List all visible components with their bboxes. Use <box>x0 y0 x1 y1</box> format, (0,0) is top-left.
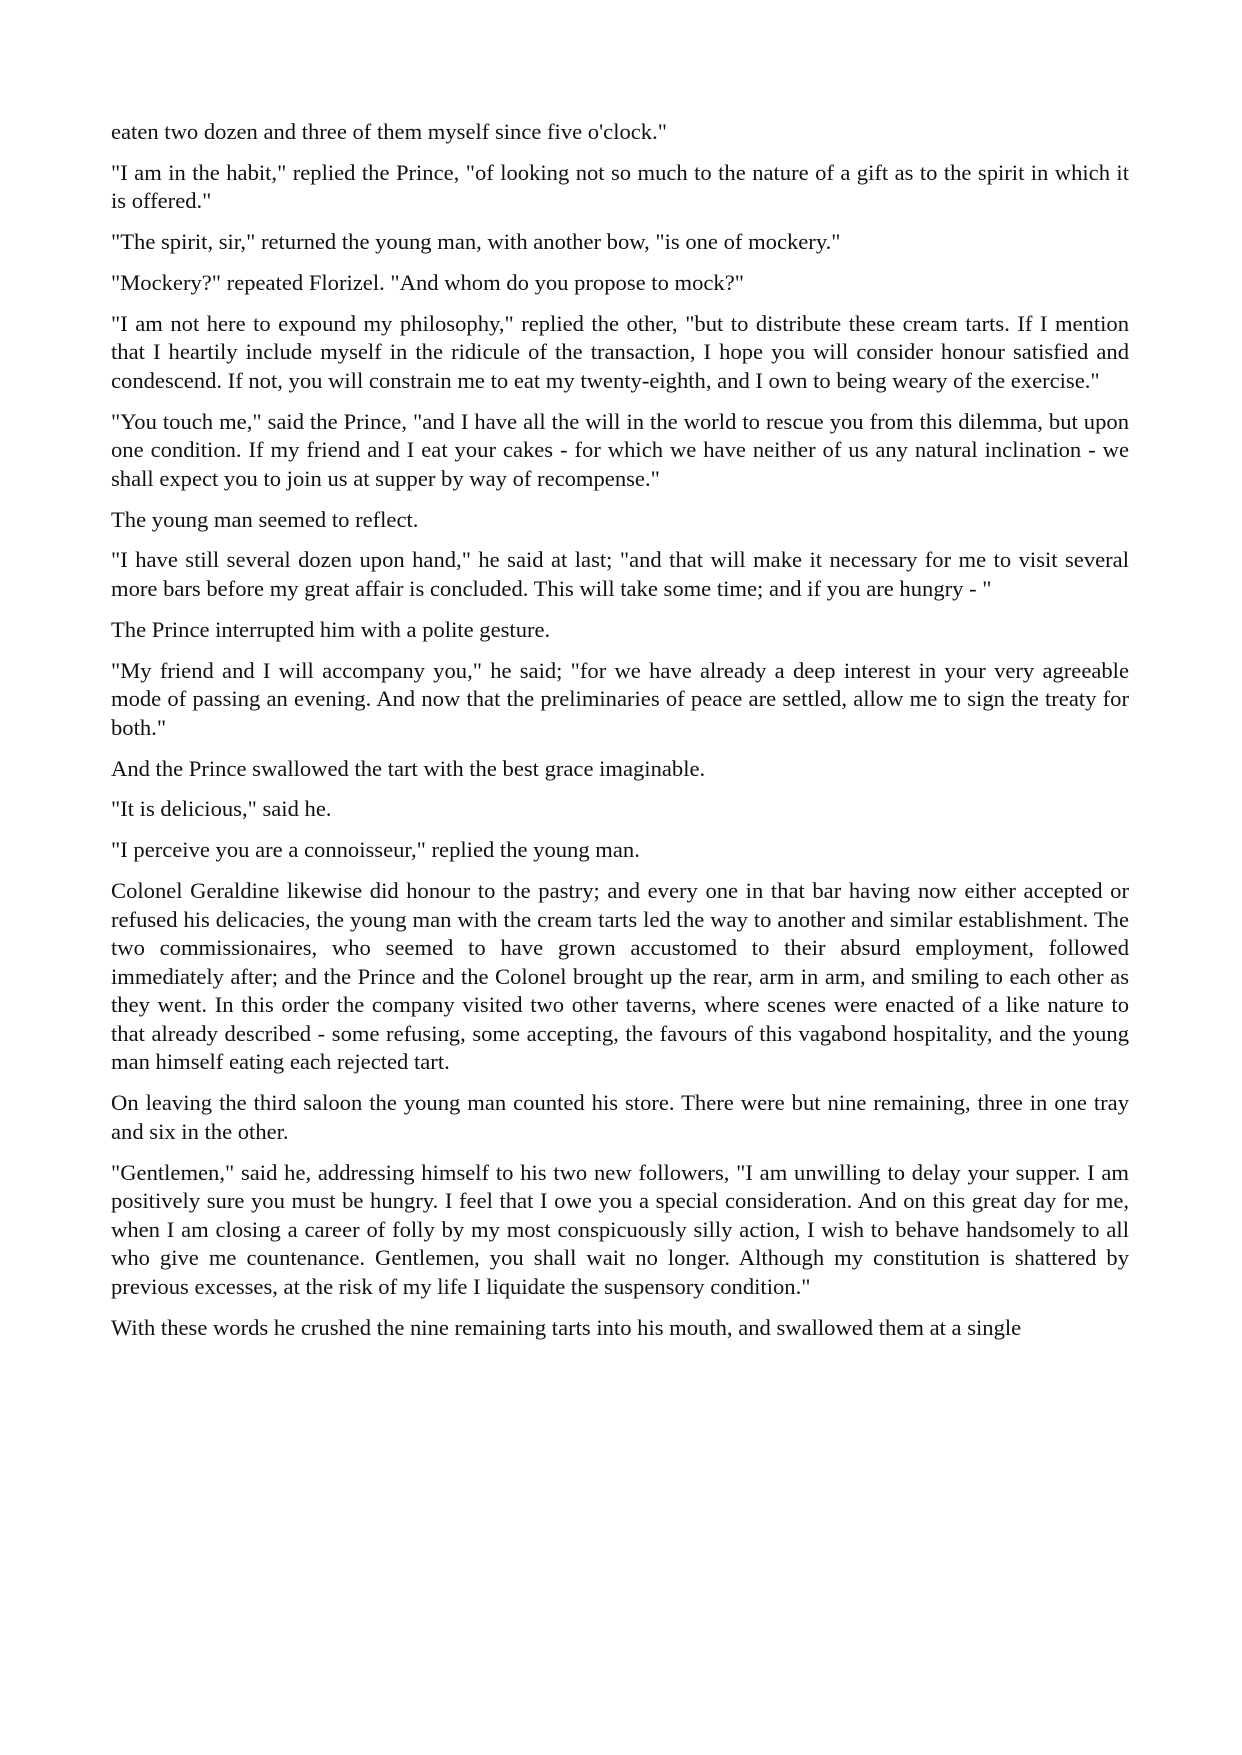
paragraph-17: With these words he crushed the nine remaining tarts into his mouth, and swallowed them at a single <box>111 1314 1022 1340</box>
paragraph-12: "It is delicious," said he. <box>111 796 332 822</box>
paragraph-15: On leaving the third saloon the young man counted his store. There were but nine remaining, three in one tray and six in the other. <box>111 1090 1129 1144</box>
paragraph-9: The Prince interrupted him with a polite gesture. <box>111 616 551 642</box>
paragraph-5: "I am not here to expound my philosophy," replied the other, "but to distribute these cream tarts. If I mention that I heartily include myself in the ridicule of the transaction, I hope you will consider honour satisfied and condescend. If not, you will constrain me to eat my twenty-eighth, and I own to being weary of the exercise." <box>111 310 1129 393</box>
paragraph-8: "I have still several dozen upon hand," he said at last; "and that will make it necessary for me to visit several more bars before my great affair is concluded. This will take some time; and if you are hungry - " <box>111 547 1129 602</box>
paragraph-13: "I perceive you are a connoisseur," replied the young man. <box>111 837 640 863</box>
document-page <box>111 118 1129 1355</box>
paragraph-14: Colonel Geraldine likewise did honour to the pastry; and every one in that bar having now either accepted or refused his delicacies, the young man with the cream tarts led the way to another and similar establishment. The two commissionaires, who seemed to have grown accustomed to their absurd employment, followed immediately after; and the Prince and the Colonel brought up the rear, arm in arm, and smiling to each other as they went. In this order the company visited two other taverns, where scenes were enacted of a like nature to that already described - some refusing, some accepting, the favours of this vagabond hospitality, and the young man himself eating each rejected tart. <box>111 877 1129 1075</box>
paragraph-3: "The spirit, sir," returned the young man, with another bow, "is one of mockery." <box>111 229 841 255</box>
paragraph-16: "Gentlemen," said he, addressing himself to his two new followers, "I am unwilling to delay your supper. I am positively sure you must be hungry. I feel that I owe you a special consideration. And on this great day for me, when I am closing a career of folly by my most conspicuously silly action, I wish to behave handsomely to all who give me countenance. Gentlemen, you shall wait no longer. Although my constitution is shattered by previous excesses, at the risk of my life I liquidate the suspensory condition." <box>111 1159 1129 1299</box>
paragraph-10: "My friend and I will accompany you," he said; "for we have already a deep interest in your very agreeable mode of passing an evening. And now that the preliminaries of peace are settled, allow me to sign the treaty for both." <box>111 657 1129 740</box>
paragraph-1: eaten two dozen and three of them myself since five o'clock." <box>111 119 667 144</box>
paragraph-11: And the Prince swallowed the tart with the best grace imaginable. <box>111 755 706 781</box>
paragraph-7: The young man seemed to reflect. <box>111 506 419 532</box>
paragraph-6: "You touch me," said the Prince, "and I have all the will in the world to rescue you from this dilemma, but upon one condition. If my friend and I eat your cakes - for which we have neither of us any natural inclination - we shall expect you to join us at supper by way of recompense." <box>111 408 1129 491</box>
paragraph-2: "I am in the habit," replied the Prince, "of looking not so much to the nature of a gift as to the spirit in which it is offered." <box>111 159 1129 214</box>
paragraph-4: "Mockery?" repeated Florizel. "And whom do you propose to mock?" <box>111 269 744 295</box>
